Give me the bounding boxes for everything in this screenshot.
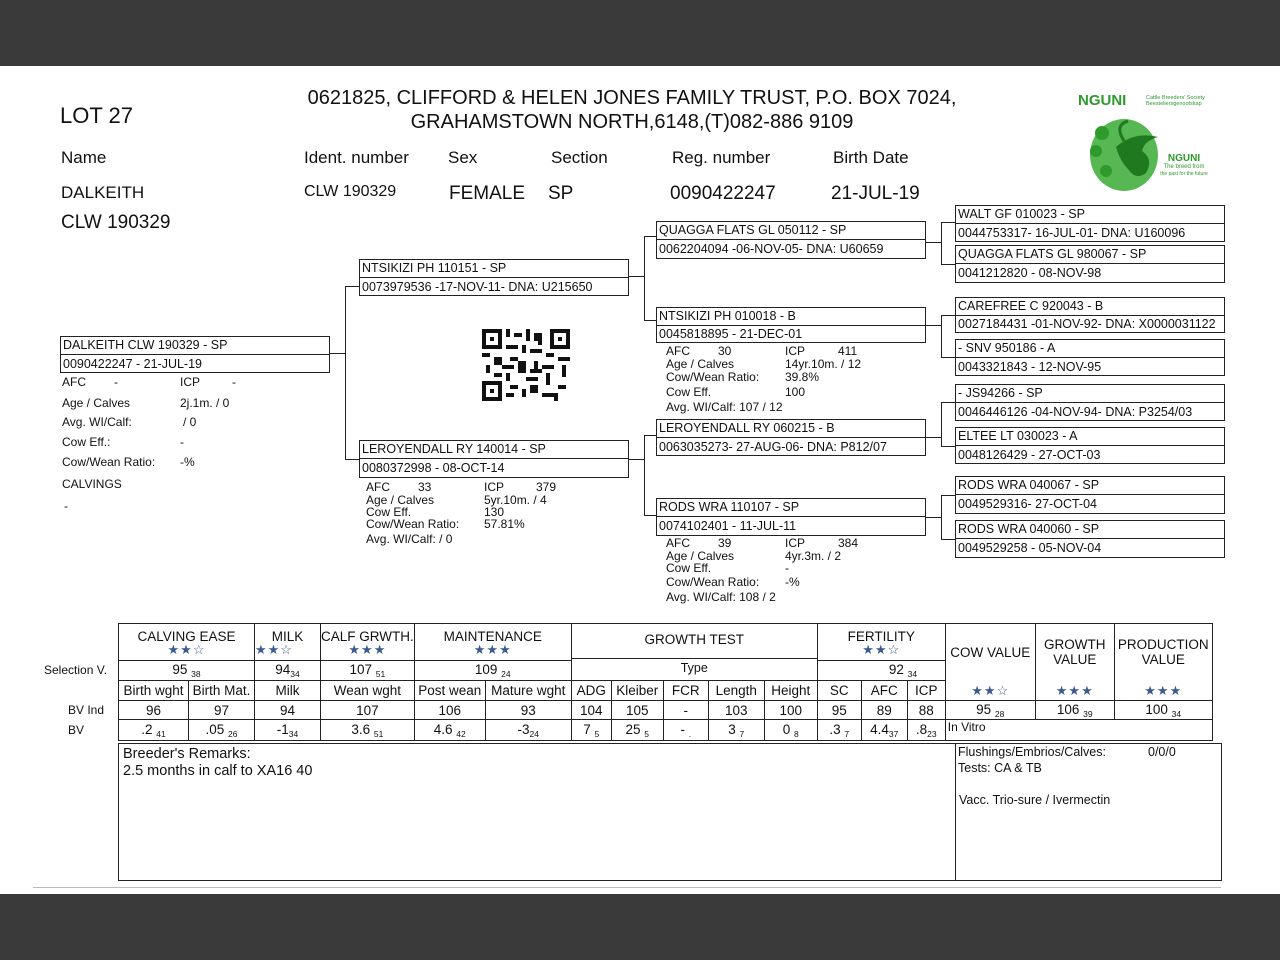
growth-value-acc: 39 <box>1083 708 1093 719</box>
gp4-afc-label: AFC <box>666 536 690 550</box>
ggp-8-reg: 0049529258 - 05-NOV-04 <box>956 538 1224 558</box>
bottom-bar <box>0 894 1280 960</box>
production-value-stars-cell <box>1114 681 1212 701</box>
dam-cwr: 57.81% <box>484 517 525 531</box>
gp-2-reg: 0045818895 - 21-DEC-01 <box>657 325 925 343</box>
group-calving-ease <box>119 624 255 661</box>
ggp-2-reg: 0041212820 - 08-NOV-98 <box>956 263 1224 283</box>
gp4-icp: 384 <box>838 536 859 550</box>
gp4-cwr: -% <box>785 575 800 589</box>
gp-1-reg: 0062204094 -06-NOV-05- DNA: U60659 <box>657 239 925 259</box>
group-calf-growth <box>321 624 415 661</box>
ggp-8-name: RODS WRA 040060 - SP <box>958 522 1100 536</box>
bv-ind-cell: 93 <box>485 701 571 720</box>
pedigree-ggp-7 <box>955 476 1225 514</box>
col-milk: Milk <box>255 681 321 701</box>
ggp-3-reg: 0027184431 -01-NOV-92- DNA: X0000031122 <box>956 315 1224 333</box>
calving-ease-stars-icon: ★★☆ <box>167 641 206 657</box>
connector <box>941 222 942 264</box>
breeder-line-2: GRAHAMSTOWN NORTH,6148,(T)082-886 9109 <box>410 111 854 133</box>
calf-growth-title: CALF GRWTH. <box>321 628 414 644</box>
dam-cow-eff: 130 <box>484 505 505 519</box>
gp2-cwr: 39.8% <box>785 370 820 384</box>
ggp-6-name: ELTEE LT 030023 - A <box>958 429 1078 443</box>
connector <box>925 517 941 518</box>
dam-cwr-label: Cow/Wean Ratio: <box>366 517 460 531</box>
pedigree-self-name: DALKEITH CLW 190329 - SP <box>63 338 228 352</box>
pedigree-sire <box>359 259 629 296</box>
bv-ind-cell: 94 <box>255 701 321 720</box>
sel-mt-value: 109 <box>474 662 498 677</box>
cow-value-acc: 28 <box>994 708 1005 719</box>
connector <box>941 539 956 540</box>
nguni-logo <box>1078 91 1213 195</box>
bv-cell <box>571 720 611 741</box>
group-fertility <box>817 624 945 661</box>
header-birth: Birth Date <box>833 148 909 167</box>
bv-value: 3.6 <box>351 721 371 737</box>
dam-afc: 33 <box>418 480 432 494</box>
pedigree-ggp-1 <box>955 205 1225 242</box>
connector <box>345 286 360 287</box>
pedigree-ggp-6 <box>955 427 1225 464</box>
dam-wi: Avg. WI/Calf: / 0 <box>366 532 453 546</box>
type-label: Type <box>680 661 708 675</box>
self-age-label: Age / Calves <box>62 396 131 410</box>
gp-4-name: RODS WRA 110107 - SP <box>659 500 800 514</box>
ggp-2-name: QUAGGA FLATS GL 980067 - SP <box>958 247 1147 261</box>
connector <box>941 495 942 539</box>
dam-icp: 379 <box>536 480 557 494</box>
gp-3-name: LEROYENDALL RY 060215 - B <box>659 421 835 435</box>
bv-cell <box>764 720 817 741</box>
gp4-afc: 39 <box>718 536 732 550</box>
bv-row <box>119 720 1213 741</box>
connector <box>941 402 942 446</box>
self-wi-label: Avg. WI/Calf: <box>62 415 132 429</box>
col-kleiber: Kleiber <box>611 681 663 701</box>
bv-ind-cell: 88 <box>907 701 945 720</box>
remarks-box <box>118 743 1222 881</box>
pedigree-gp-3 <box>656 419 926 456</box>
bv-ind-cell: 104 <box>571 701 611 720</box>
cow-value: 95 <box>976 701 992 717</box>
bv-acc: 7 <box>739 728 745 739</box>
self-cwr: -% <box>180 455 195 469</box>
logo-society <box>1146 95 1205 107</box>
self-cwr-label: Cow/Wean Ratio: <box>62 455 156 469</box>
production-value-acc: 34 <box>1171 708 1182 719</box>
selection-label: Selection V. <box>44 663 107 677</box>
ggp-4-reg: 0043321843 - 12-NOV-95 <box>956 357 1224 376</box>
bv-cell <box>907 720 945 741</box>
gp4-wi: Avg. WI/Calf: 108 / 2 <box>666 590 776 604</box>
animal-name: DALKEITH <box>61 183 145 202</box>
breeder-address <box>0 86 1264 134</box>
dam-icp-label: ICP <box>484 480 505 494</box>
gp4-icp-label: ICP <box>785 536 806 550</box>
sel-milk-acc: 34 <box>290 669 300 679</box>
col-fcr: FCR <box>663 681 708 701</box>
gp-4-reg: 0074102401 - 11-JUL-11 <box>657 516 925 536</box>
connector <box>941 357 956 358</box>
bv-ind-cell: 95 <box>817 701 861 720</box>
gp4-age-label: Age / Calves <box>666 549 735 563</box>
bv-cell <box>611 720 663 741</box>
connector <box>925 242 941 243</box>
logo-tagline-2: the past for the future <box>1160 171 1208 177</box>
col-adg: ADG <box>571 681 611 701</box>
connector <box>925 437 941 438</box>
bv-acc: 37 <box>888 728 899 739</box>
bv-value: .3 <box>829 721 841 737</box>
header-sex: Sex <box>448 148 478 167</box>
animal-ident: CLW 190329 <box>304 183 397 200</box>
sel-mt-acc: 24 <box>501 669 511 679</box>
col-post-wean: Post wean <box>414 681 485 701</box>
group-cow-value <box>945 624 1035 681</box>
connector <box>644 435 645 515</box>
connector <box>628 459 644 460</box>
dam-stats <box>366 480 557 546</box>
group-maintenance <box>414 624 571 661</box>
sel-ce-acc: 38 <box>191 669 201 679</box>
logo-tagline-1: The breed from <box>1163 164 1205 170</box>
growth-test-title: GROWTH TEST <box>644 632 745 647</box>
qr-code-icon <box>482 328 570 402</box>
self-calvings-label: CALVINGS <box>62 477 122 491</box>
animal-ident-secondary: CLW 190329 <box>61 212 171 233</box>
connector <box>345 286 346 459</box>
connector <box>941 402 956 403</box>
bv-cell <box>255 720 321 741</box>
logo-badge-text: NGUNI <box>1167 153 1201 164</box>
dam-age-label: Age / Calves <box>366 493 435 507</box>
pedigree-gp-4 <box>656 498 926 536</box>
gp-2-name: NTSIKIZI PH 010018 - B <box>659 309 796 323</box>
bv-value: - <box>680 721 685 737</box>
cow-value-title: COW VALUE <box>950 644 1031 660</box>
bv-value: 4.6 <box>433 721 453 737</box>
ggp-3-name: CAREFREE C 920043 - B <box>958 299 1104 313</box>
selection-fertility <box>861 661 945 681</box>
selection-fertility-spacer <box>817 661 861 681</box>
gp-2-stats <box>666 344 862 414</box>
ggp-1-reg: 0044753317- 16-JUL-01- DNA: U160096 <box>956 223 1224 242</box>
connector <box>941 315 942 357</box>
breeder-line-1: 0621825, CLIFFORD & HELEN JONES FAMILY TRUST, P.O. BOX 7024, <box>307 87 957 109</box>
bv-ind-label: BV Ind <box>68 703 105 717</box>
vaccinations: Vacc. Trio-sure / Ivermectin <box>959 793 1111 807</box>
col-afc: AFC <box>861 681 907 701</box>
bv-value: 7 <box>583 721 591 737</box>
gp4-age: 4yr.3m. / 2 <box>785 549 842 563</box>
connector <box>941 446 956 447</box>
bv-ind-cell: - <box>663 701 708 720</box>
dam-cow-eff-label: Cow Eff. <box>366 505 412 519</box>
cow-value-cell <box>945 701 1035 720</box>
logo-badge <box>1160 153 1208 177</box>
sel-ce-value: 95 <box>172 662 188 677</box>
bv-acc: 8 <box>794 728 799 739</box>
bv-ind-cell: 97 <box>189 701 255 720</box>
sel-milk-value: 94 <box>275 662 291 677</box>
pedigree-ggp-8 <box>955 520 1225 558</box>
flushings-label: Flushings/Embrios/Calves: <box>958 745 1106 759</box>
production-value-title: PRODUCTION VALUE <box>1117 637 1209 668</box>
selection-milk <box>255 661 321 681</box>
group-growth-value <box>1035 624 1114 681</box>
top-bar <box>0 0 1280 66</box>
milk-title: MILK <box>271 628 304 644</box>
logo-wordmark: NGUNI <box>1078 92 1127 109</box>
bv-cell <box>485 720 571 741</box>
gp2-cow-eff-label: Cow Eff. <box>666 385 712 399</box>
selection-calf-growth <box>321 661 415 681</box>
header-section: Section <box>551 148 608 167</box>
col-mature-wght: Mature wght <box>485 681 571 701</box>
self-afc: - <box>114 375 118 389</box>
bv-ind-cell: 105 <box>611 701 663 720</box>
bv-cell <box>321 720 415 741</box>
gp2-icp-label: ICP <box>785 344 806 358</box>
pedigree-self <box>60 336 330 373</box>
bv-value: .8 <box>915 721 928 737</box>
gp2-cow-eff: 100 <box>785 385 806 399</box>
pedigree-dam-reg: 0080372998 - 08-OCT-14 <box>360 458 628 478</box>
connector <box>329 353 345 354</box>
self-cow-eff-label: Cow Eff.: <box>62 435 111 449</box>
ggp-1-name: WALT GF 010023 - SP <box>958 207 1085 221</box>
production-value: 100 <box>1145 701 1168 717</box>
bv-cell <box>414 720 485 741</box>
self-wi: / 0 <box>183 415 197 429</box>
pedigree-ggp-2 <box>955 245 1225 283</box>
remarks-title: Breeder's Remarks: <box>123 746 251 762</box>
gp-3-reg: 0063035273- 27-AUG-06- DNA: P812/07 <box>657 437 925 456</box>
fertility-stars-icon: ★★☆ <box>862 641 901 657</box>
cow-value-stars-cell <box>945 681 1035 701</box>
gp2-icp: 411 <box>838 344 858 358</box>
bv-cell <box>189 720 255 741</box>
remarks-divider <box>955 744 956 880</box>
bv-ind-cell: 106 <box>414 701 485 720</box>
bv-ind-cell: 107 <box>321 701 415 720</box>
bv-ind-cell: 100 <box>764 701 817 720</box>
animal-birth: 21-JUL-19 <box>831 183 920 204</box>
fertility-title: FERTILITY <box>847 628 915 644</box>
bv-acc: 34 <box>288 728 299 739</box>
group-growth-test <box>571 624 817 681</box>
sel-fert-acc: 34 <box>907 669 918 679</box>
gp-1-name: QUAGGA FLATS GL 050112 - SP <box>659 223 847 237</box>
sel-cg-acc: 51 <box>375 669 386 679</box>
remarks-text: 2.5 months in calf to XA16 40 <box>123 763 313 779</box>
bv-acc: 5 <box>644 728 650 739</box>
bv-cell <box>861 720 907 741</box>
footer-rule <box>33 887 1221 888</box>
calving-ease-title: CALVING EASE <box>137 628 236 644</box>
pedigree-dam <box>359 440 629 478</box>
connector <box>941 264 956 265</box>
self-stats <box>62 375 236 513</box>
bv-cell <box>119 720 189 741</box>
col-wean-wght: Wean wght <box>321 681 415 701</box>
bv-acc: 24 <box>529 728 539 739</box>
gp2-age-label: Age / Calves <box>666 357 735 371</box>
col-height: Height <box>764 681 817 701</box>
flushings-value: 0/0/0 <box>1148 745 1176 759</box>
cow-value-stars-icon: ★★☆ <box>971 682 1010 698</box>
bv-acc: 23 <box>927 728 937 739</box>
connector <box>941 315 956 316</box>
growth-value-stars-icon: ★★★ <box>1055 682 1094 698</box>
connector <box>628 276 644 277</box>
connector <box>941 222 956 223</box>
self-icp: - <box>232 375 236 389</box>
connector <box>644 236 645 320</box>
bv-ind-cell: 96 <box>119 701 189 720</box>
connector <box>925 325 941 326</box>
animal-section: SP <box>548 183 574 204</box>
bv-label: BV <box>68 723 85 737</box>
bv-cell <box>708 720 764 741</box>
connector <box>345 459 360 460</box>
header-ident: Ident. number <box>304 148 409 167</box>
growth-test-divider <box>572 658 817 659</box>
gp4-cow-eff: - <box>785 561 789 575</box>
pedigree-ggp-4 <box>955 339 1225 376</box>
header-name: Name <box>61 148 107 167</box>
bv-cell <box>663 720 708 741</box>
pedigree-self-reg: 0090422247 - 21-JUL-19 <box>61 354 329 373</box>
self-afc-label: AFC <box>62 375 86 389</box>
bv-value: 4.4 <box>870 721 889 737</box>
ggp-7-name: RODS WRA 040067 - SP <box>958 478 1100 492</box>
gp2-cwr-label: Cow/Wean Ratio: <box>666 370 760 384</box>
gp2-age: 14yr.10m. / 12 <box>785 357 862 371</box>
production-value-stars-icon: ★★★ <box>1144 682 1183 698</box>
connector <box>941 495 956 496</box>
pedigree-sire-reg: 0073979536 -17-NOV-11- DNA: U215650 <box>360 277 628 296</box>
bv-ind-cell: 89 <box>861 701 907 720</box>
maintenance-title: MAINTENANCE <box>443 628 542 644</box>
maintenance-stars-icon: ★★★ <box>473 641 512 657</box>
logo-society-line-1: Cattle Breeders' Society <box>1146 95 1205 101</box>
calf-growth-stars-icon: ★★★ <box>348 641 387 657</box>
bv-ind-cell: 103 <box>708 701 764 720</box>
bv-acc: 7 <box>844 728 850 739</box>
in-vitro-label: In Vitro <box>947 720 986 734</box>
gp2-afc-label: AFC <box>666 344 690 358</box>
sel-fert-value: 92 <box>888 662 904 677</box>
bv-ind-row <box>119 701 1213 720</box>
tests: Tests: CA & TB <box>958 761 1042 775</box>
header-reg: Reg. number <box>672 148 771 167</box>
bv-value: .2 <box>141 721 153 737</box>
growth-value: 106 <box>1056 701 1080 717</box>
ggp-5-name: - JS94266 - SP <box>958 386 1043 400</box>
bv-value: 0 <box>782 721 791 737</box>
pedigree-ggp-5 <box>955 384 1225 421</box>
bv-value: 3 <box>728 721 736 737</box>
selection-calving-ease <box>119 661 255 681</box>
gp2-wi: Avg. WI/Calf: 107 / 12 <box>666 400 783 414</box>
ggp-4-name: - SNV 950186 - A <box>958 341 1056 355</box>
bv-acc: . <box>688 728 692 739</box>
bv-value: .05 <box>205 721 225 737</box>
lot-number: LOT 27 <box>60 103 133 128</box>
growth-value-cell <box>1035 701 1114 720</box>
sel-cg-value: 107 <box>349 662 373 677</box>
gp4-cow-eff-label: Cow Eff. <box>666 561 712 575</box>
performance-grid <box>118 623 1213 741</box>
bv-acc: 42 <box>456 728 466 739</box>
bv-value: 25 <box>625 721 641 737</box>
bv-acc: 26 <box>228 728 238 739</box>
ggp-6-reg: 0048126429 - 27-OCT-03 <box>956 445 1224 464</box>
self-icp-label: ICP <box>180 375 201 389</box>
group-milk <box>255 624 321 661</box>
grid-group-row <box>119 624 1213 661</box>
pedigree-dam-name: LEROYENDALL RY 140014 - SP <box>362 442 546 456</box>
bv-acc: 5 <box>594 728 600 739</box>
bv-cell <box>817 720 861 741</box>
gp4-cwr-label: Cow/Wean Ratio: <box>666 575 760 589</box>
pedigree-gp-2 <box>656 307 926 343</box>
milk-stars-icon: ★★☆ <box>255 641 293 657</box>
col-birth-wght: Birth wght <box>119 681 189 701</box>
animal-reg: 0090422247 <box>670 183 776 204</box>
production-value-cell <box>1114 701 1212 720</box>
growth-value-title: GROWTH VALUE <box>1044 637 1106 668</box>
ggp-5-reg: 0046446126 -04-NOV-94- DNA: P3254/03 <box>956 402 1224 421</box>
self-cow-eff: - <box>180 435 184 449</box>
animal-sex: FEMALE <box>449 183 526 204</box>
pedigree-sire-name: NTSIKIZI PH 110151 - SP <box>362 261 507 275</box>
self-calvings: - <box>64 499 68 513</box>
col-birth-mat: Birth Mat. <box>189 681 255 701</box>
bv-value: -1 <box>276 721 289 737</box>
bv-acc: 51 <box>373 728 384 739</box>
bv-value: -3 <box>517 721 530 737</box>
bv-acc: 41 <box>156 728 166 739</box>
trait-header-row <box>119 681 1213 701</box>
gp-4-stats <box>666 536 859 604</box>
logo-society-line-2: Beesteliersgenootskap <box>1146 101 1202 107</box>
col-sc: SC <box>817 681 861 701</box>
col-icp: ICP <box>907 681 945 701</box>
gp2-afc: 30 <box>718 344 732 358</box>
col-length: Length <box>708 681 764 701</box>
self-age: 2j.1m. / 0 <box>180 396 230 410</box>
growth-value-stars-cell <box>1035 681 1114 701</box>
selection-maintenance <box>414 661 571 681</box>
pedigree-ggp-3 <box>955 297 1225 333</box>
in-vitro-cell <box>945 720 1212 741</box>
ggp-7-reg: 0049529316- 27-OCT-04 <box>956 494 1224 514</box>
cow-head-icon <box>1084 111 1164 193</box>
pedigree-gp-1 <box>656 221 926 259</box>
group-production-value <box>1114 624 1212 681</box>
dam-age: 5yr.10m. / 4 <box>484 493 547 507</box>
dam-afc-label: AFC <box>366 480 390 494</box>
